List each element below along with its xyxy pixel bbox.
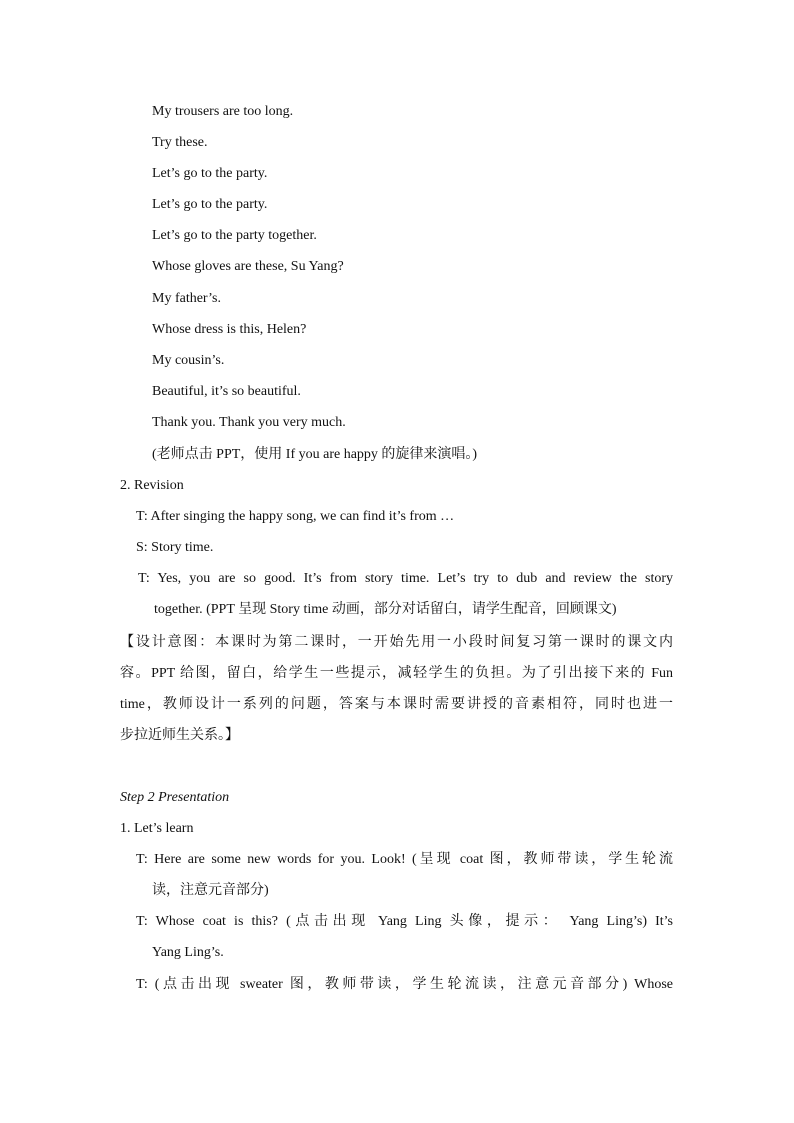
- teacher-line: T: After singing the happy song, we can find it’s from …: [136, 509, 455, 524]
- song-line: Whose gloves are these, Su Yang?: [152, 259, 344, 274]
- design-intent-line: 容。PPT 给图，留白，给学生一些提示，减轻学生的负担。为了引出接下来的 Fun: [120, 666, 673, 681]
- song-line: Let’s go to the party together.: [152, 228, 317, 243]
- revision-heading: 2. Revision: [120, 478, 184, 493]
- teacher-line-continued: Yang Ling’s.: [152, 945, 224, 960]
- design-intent-line: 【设计意图：本课时为第二课时，一开始先用一小段时间复习第一课时的课文内: [120, 635, 673, 650]
- song-line: Beautiful, it’s so beautiful.: [152, 384, 301, 399]
- teacher-line-continued: together. (PPT 呈现 Story time 动画，部分对话留白，请学生配音，回顾课文): [154, 602, 617, 617]
- teacher-line: T: Here are some new words for you. Look! (呈现 coat 图，教师带读，学生轮流: [136, 852, 673, 867]
- design-intent-line: time，教师设计一系列的问题，答案与本课时需要讲授的音素相符，同时也进一: [120, 697, 673, 712]
- teacher-line: T: Yes, you are so good. It’s from story time. Let’s try to dub and review the story: [138, 571, 673, 586]
- teacher-line-continued: 读，注意元音部分): [152, 883, 269, 898]
- song-line: Thank you. Thank you very much.: [152, 415, 346, 430]
- song-line: Let’s go to the party.: [152, 166, 268, 181]
- song-line: Whose dress is this, Helen?: [152, 322, 307, 337]
- song-line: My father’s.: [152, 291, 221, 306]
- song-line: My cousin’s.: [152, 353, 225, 368]
- design-intent-line: 步拉近师生关系。】: [120, 728, 239, 743]
- song-note: (老师点击 PPT，使用 If you are happy 的旋律来演唱。): [152, 447, 478, 462]
- student-line: S: Story time.: [136, 540, 214, 555]
- subsection-heading: 1. Let’s learn: [120, 821, 194, 836]
- song-line: Try these.: [152, 135, 208, 150]
- teacher-line: T: Whose coat is this? (点击出现 Yang Ling 头像，提示： Yang Ling’s) It’s: [136, 914, 673, 929]
- step-heading: Step 2 Presentation: [120, 790, 230, 805]
- teacher-line: T: (点击出现 sweater 图，教师带读，学生轮流读，注意元音部分) Whose: [136, 977, 673, 992]
- song-line: My trousers are too long.: [152, 104, 294, 119]
- song-line: Let’s go to the party.: [152, 197, 268, 212]
